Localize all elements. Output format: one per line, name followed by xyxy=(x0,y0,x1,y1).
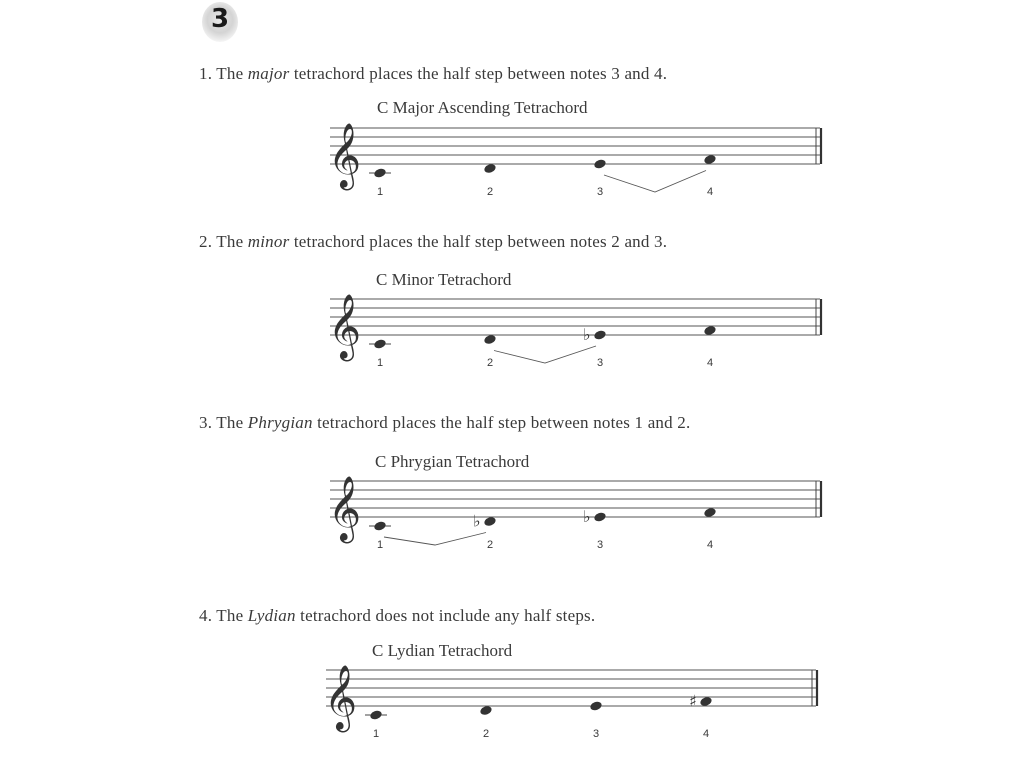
note-head xyxy=(703,325,717,336)
rule-text: 3. The Phrygian tetrachord places the half step between notes 1 and 2. xyxy=(199,413,691,432)
rule-text: 2. The minor tetrachord places the half step between notes 2 and 3. xyxy=(199,232,668,251)
note-number: 4 xyxy=(706,357,714,369)
note-head xyxy=(593,158,607,169)
note-number: 4 xyxy=(706,186,714,198)
sharp-sign: ♯ xyxy=(689,691,697,711)
note-head xyxy=(483,163,497,174)
treble-clef-icon: 𝄞 xyxy=(328,294,362,359)
flat-sign: ♭ xyxy=(583,325,591,344)
half-step-bracket xyxy=(604,171,706,193)
music-staff xyxy=(330,289,826,379)
term: major xyxy=(247,64,290,83)
term: Lydian xyxy=(247,606,296,625)
note-number: 1 xyxy=(376,539,384,551)
note-number: 2 xyxy=(486,186,494,198)
note-head xyxy=(699,696,713,707)
chapter-badge xyxy=(202,2,238,42)
note-head xyxy=(483,334,497,345)
rule-text: 1. The major tetrachord places the half step between notes 3 and 4. xyxy=(199,64,668,83)
note-head xyxy=(373,167,387,178)
note-number: 3 xyxy=(592,728,600,740)
term: Phrygian xyxy=(247,413,313,432)
music-staff xyxy=(326,660,822,750)
music-staff xyxy=(330,471,826,561)
note-number: 2 xyxy=(486,539,494,551)
staff-title: C Lydian Tetrachord xyxy=(372,641,513,660)
music-staff xyxy=(330,118,826,208)
note-number: 3 xyxy=(596,357,604,369)
term: minor xyxy=(247,232,290,251)
treble-clef-icon: 𝄞 xyxy=(324,665,358,730)
note-head xyxy=(483,516,497,527)
treble-clef-icon: 𝄞 xyxy=(328,123,362,188)
note-number: 4 xyxy=(702,728,710,740)
staff-title: C Minor Tetrachord xyxy=(376,270,512,289)
chapter-number: 3 xyxy=(210,4,230,34)
note-number: 4 xyxy=(706,539,714,551)
flat-sign: ♭ xyxy=(583,507,591,526)
note-head xyxy=(593,511,607,522)
rule-text: 4. The Lydian tetrachord does not include any half steps. xyxy=(199,606,596,625)
note-head xyxy=(373,338,387,349)
half-step-bracket xyxy=(494,346,596,363)
flat-sign: ♭ xyxy=(473,511,481,531)
half-step-bracket xyxy=(384,533,486,546)
note-number: 1 xyxy=(376,186,384,198)
note-number: 2 xyxy=(482,728,490,740)
note-head xyxy=(703,154,717,165)
note-number: 1 xyxy=(372,728,380,740)
note-number: 1 xyxy=(376,357,384,369)
staff-title: C Major Ascending Tetrachord xyxy=(377,98,588,117)
note-head xyxy=(703,507,717,518)
note-head xyxy=(479,705,493,716)
note-head xyxy=(589,700,603,711)
note-head xyxy=(369,709,383,720)
treble-clef-icon: 𝄞 xyxy=(328,476,362,541)
note-head xyxy=(593,329,607,340)
note-number: 2 xyxy=(486,357,494,369)
note-number: 3 xyxy=(596,186,604,198)
note-number: 3 xyxy=(596,539,604,551)
note-head xyxy=(373,520,387,531)
staff-title: C Phrygian Tetrachord xyxy=(375,452,530,471)
